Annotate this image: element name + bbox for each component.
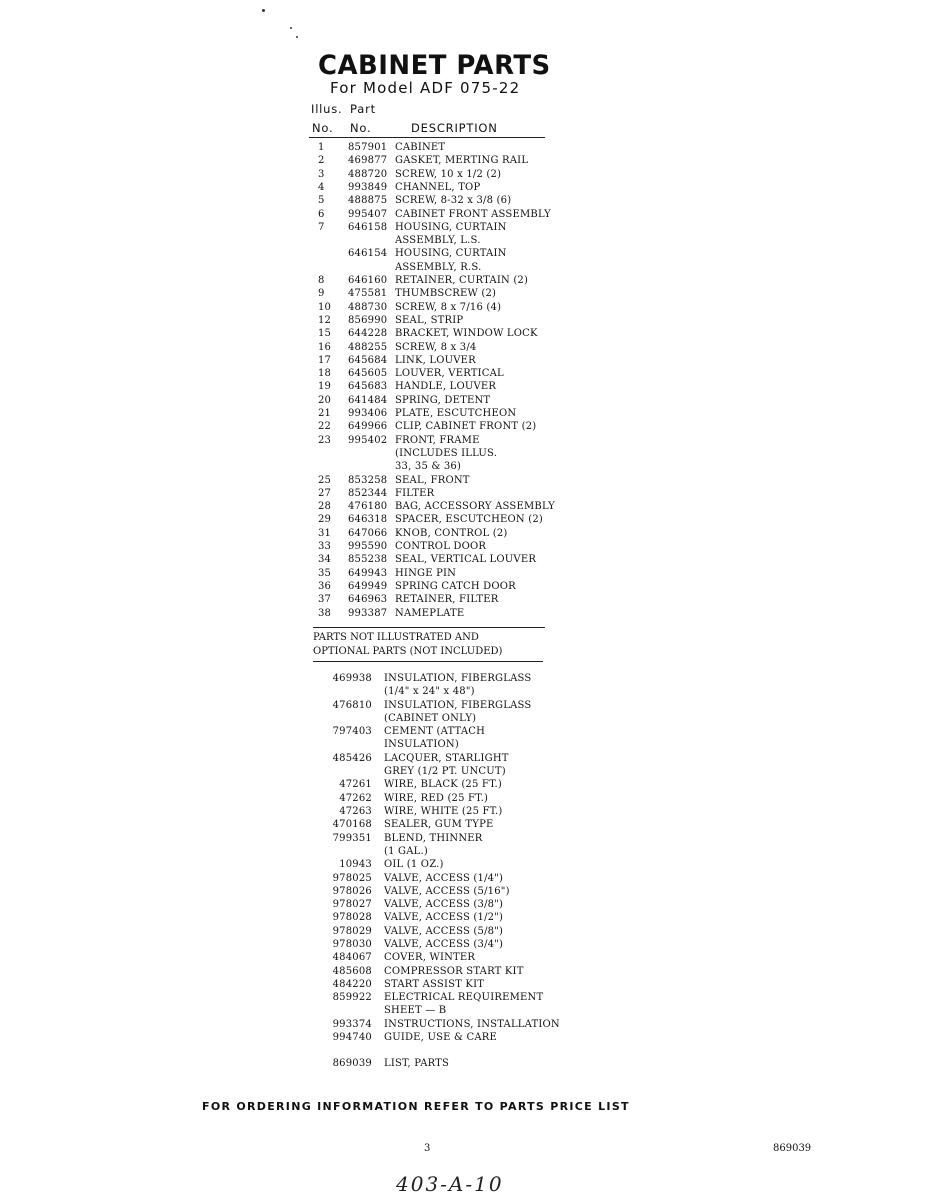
illus-number: 5 xyxy=(318,195,325,207)
part-number: 10943 xyxy=(339,859,372,871)
part-description: (CABINET ONLY) xyxy=(384,712,477,724)
part-number: 485426 xyxy=(332,752,372,764)
part-number: 869039 xyxy=(332,1058,372,1070)
part-description: VALVE, ACCESS (5/16") xyxy=(384,885,510,897)
part-description: VALVE, ACCESS (3/4") xyxy=(384,939,504,950)
part-description: WIRE, WHITE (25 FT.) xyxy=(384,806,503,817)
illus-number: 4 xyxy=(318,181,325,193)
scan-speck xyxy=(296,36,298,38)
part-number: 855238 xyxy=(348,554,388,566)
illus-number: 34 xyxy=(318,554,332,566)
part-number: 469938 xyxy=(332,673,372,684)
part-description: CHANNEL, TOP xyxy=(395,181,481,193)
part-number: 488255 xyxy=(348,341,388,353)
part-description: PLATE, ESCUTCHEON xyxy=(395,408,517,419)
part-description: SCREW, 8 x 7/16 (4) xyxy=(395,301,502,313)
part-number: 978025 xyxy=(332,872,372,884)
part-number: 475581 xyxy=(348,288,388,300)
part-number: 645684 xyxy=(348,354,388,366)
part-number: 649943 xyxy=(348,567,388,579)
part-number: 978029 xyxy=(332,925,372,937)
part-number: 484067 xyxy=(332,952,372,964)
section-rule-top xyxy=(313,627,545,628)
part-description: CABINET xyxy=(395,142,446,153)
part-description: VALVE, ACCESS (1/2") xyxy=(384,912,504,924)
part-number: 856990 xyxy=(348,314,388,326)
part-number: 469877 xyxy=(348,155,388,167)
part-number: 646318 xyxy=(348,514,388,526)
part-description: HINGE PIN xyxy=(395,567,457,579)
handwritten-note: 403-A-10 xyxy=(396,1172,504,1196)
illus-number: 36 xyxy=(318,580,332,592)
part-number: 649966 xyxy=(348,421,388,433)
part-description: (1 GAL.) xyxy=(384,845,428,857)
illus-number: 29 xyxy=(318,514,332,526)
part-number: 993406 xyxy=(348,408,388,419)
illus-number: 19 xyxy=(318,381,332,393)
illus-number: 8 xyxy=(318,275,325,286)
part-description: SPRING CATCH DOOR xyxy=(395,580,516,592)
part-number: 485608 xyxy=(332,965,372,977)
part-number: 644228 xyxy=(348,328,388,340)
part-description: SPACER, ESCUTCHEON (2) xyxy=(395,514,543,526)
part-description: SPRING, DETENT xyxy=(395,394,491,406)
illus-number: 28 xyxy=(318,501,332,513)
illus-number: 18 xyxy=(318,368,332,380)
part-description: FRONT, FRAME xyxy=(395,434,480,446)
part-description: HANDLE, LOUVER xyxy=(395,381,497,393)
column-header-description: DESCRIPTION xyxy=(411,121,498,135)
part-description: INSULATION, FIBERGLASS xyxy=(384,699,532,711)
part-number: 993387 xyxy=(348,607,388,619)
part-description: BRACKET, WINDOW LOCK xyxy=(395,328,538,340)
document-number: 869039 xyxy=(773,1143,812,1154)
part-description: SEALER, GUM TYPE xyxy=(384,819,494,831)
part-description: SEAL, STRIP xyxy=(395,314,464,326)
illus-number: 20 xyxy=(318,394,332,406)
illus-number: 12 xyxy=(318,314,332,326)
part-number: 645683 xyxy=(348,381,388,393)
part-number: 647066 xyxy=(348,527,388,539)
part-description: VALVE, ACCESS (1/4") xyxy=(384,872,504,884)
part-description: (INCLUDES ILLUS. xyxy=(395,447,498,459)
part-number: 47262 xyxy=(339,792,372,804)
illus-number: 3 xyxy=(318,168,325,180)
part-description: CEMENT (ATTACH xyxy=(384,726,486,738)
part-number: 484220 xyxy=(332,978,372,990)
illus-number: 23 xyxy=(318,434,332,446)
scan-speck xyxy=(262,9,265,12)
part-description: HOUSING, CURTAIN xyxy=(395,221,507,233)
illus-number: 9 xyxy=(318,288,325,300)
part-number: 476810 xyxy=(332,699,372,711)
section-note-line-1: PARTS NOT ILLUSTRATED AND xyxy=(313,632,479,643)
part-description: START ASSIST KIT xyxy=(384,978,485,990)
illus-number: 31 xyxy=(318,527,332,539)
part-number: 646154 xyxy=(348,248,388,260)
part-number: 995402 xyxy=(348,434,388,446)
part-number: 859922 xyxy=(332,992,372,1004)
part-number: 995590 xyxy=(348,541,388,552)
scan-speck xyxy=(290,27,292,29)
part-description: VALVE, ACCESS (5/8") xyxy=(384,925,504,937)
illus-number: 1 xyxy=(318,142,325,153)
part-description: GASKET, MERTING RAIL xyxy=(395,155,529,167)
part-number: 797403 xyxy=(332,726,372,738)
illus-number: 27 xyxy=(318,487,332,499)
part-description: COVER, WINTER xyxy=(384,952,476,964)
part-description: ASSEMBLY, L.S. xyxy=(395,235,481,247)
part-description: CABINET FRONT ASSEMBLY xyxy=(395,208,551,220)
part-description: (1/4" x 24" x 48") xyxy=(384,686,475,698)
part-description: WIRE, BLACK (25 FT.) xyxy=(384,779,502,791)
part-description: CONTROL DOOR xyxy=(395,541,487,552)
part-description: LACQUER, STARLIGHT xyxy=(384,752,509,764)
part-number: 641484 xyxy=(348,394,388,406)
part-description: WIRE, RED (25 FT.) xyxy=(384,792,489,804)
part-description: RETAINER, CURTAIN (2) xyxy=(395,275,529,286)
illus-number: 17 xyxy=(318,354,332,366)
page-subtitle: For Model ADF 075-22 xyxy=(330,79,521,97)
part-description: SCREW, 8-32 x 3/8 (6) xyxy=(395,195,512,207)
part-number: 488720 xyxy=(348,168,388,180)
part-number: 649949 xyxy=(348,580,388,592)
part-number: 995407 xyxy=(348,208,388,220)
part-description: LOUVER, VERTICAL xyxy=(395,368,504,380)
illus-number: 10 xyxy=(318,301,332,313)
illus-number: 22 xyxy=(318,421,332,433)
section-rule-bottom xyxy=(313,661,543,662)
part-description: ELECTRICAL REQUIREMENT xyxy=(384,992,544,1004)
part-description: ASSEMBLY, R.S. xyxy=(395,261,482,273)
part-description: SCREW, 10 x 1/2 (2) xyxy=(395,168,502,180)
part-number: 994740 xyxy=(332,1032,372,1044)
part-description: CLIP, CABINET FRONT (2) xyxy=(395,421,537,433)
part-number: 646160 xyxy=(348,275,388,286)
part-number: 646963 xyxy=(348,594,388,606)
part-number: 978028 xyxy=(332,912,372,924)
part-description: BLEND, THINNER xyxy=(384,832,483,844)
part-number: 799351 xyxy=(332,832,372,844)
part-description: VALVE, ACCESS (3/8") xyxy=(384,899,504,911)
part-description: LINK, LOUVER xyxy=(395,354,476,366)
part-description: OIL (1 OZ.) xyxy=(384,859,444,871)
part-description: INSTRUCTIONS, INSTALLATION xyxy=(384,1018,560,1030)
illus-number: 2 xyxy=(318,155,325,167)
part-description: KNOB, CONTROL (2) xyxy=(395,527,508,539)
part-number: 993374 xyxy=(332,1018,372,1030)
part-number: 645605 xyxy=(348,368,388,380)
part-description: COMPRESSOR START KIT xyxy=(384,965,524,977)
part-number: 476180 xyxy=(348,501,388,513)
part-description: INSULATION) xyxy=(384,739,459,751)
header-rule xyxy=(309,137,545,138)
page-number: 3 xyxy=(424,1143,431,1154)
illus-number: 6 xyxy=(318,208,325,220)
part-description: SHEET — B xyxy=(384,1005,447,1017)
illus-number: 21 xyxy=(318,408,332,419)
illus-number: 37 xyxy=(318,594,332,606)
part-description: SEAL, VERTICAL LOUVER xyxy=(395,554,537,566)
part-number: 852344 xyxy=(348,487,388,499)
illus-number: 35 xyxy=(318,567,332,579)
part-number: 488875 xyxy=(348,195,388,207)
part-description: GUIDE, USE & CARE xyxy=(384,1032,497,1044)
part-description: RETAINER, FILTER xyxy=(395,594,499,606)
column-header-part: Part xyxy=(350,102,376,116)
part-number: 978026 xyxy=(332,885,372,897)
part-number: 853258 xyxy=(348,474,388,486)
section-note-line-2: OPTIONAL PARTS (NOT INCLUDED) xyxy=(313,646,503,657)
part-number: 47263 xyxy=(339,806,372,817)
part-description: INSULATION, FIBERGLASS xyxy=(384,673,532,684)
part-description: SEAL, FRONT xyxy=(395,474,470,486)
part-number: 978030 xyxy=(332,939,372,950)
ordering-info-note: FOR ORDERING INFORMATION REFER TO PARTS PRICE LIST xyxy=(202,1100,630,1113)
part-description: 33, 35 & 36) xyxy=(395,461,462,473)
part-number: 978027 xyxy=(332,899,372,911)
part-number: 993849 xyxy=(348,181,388,193)
part-number: 646158 xyxy=(348,221,388,233)
part-description: HOUSING, CURTAIN xyxy=(395,248,507,260)
part-description: LIST, PARTS xyxy=(384,1058,450,1070)
part-description: NAMEPLATE xyxy=(395,607,465,619)
part-description: THUMBSCREW (2) xyxy=(395,288,497,300)
page-title: CABINET PARTS xyxy=(318,50,551,81)
illus-number: 25 xyxy=(318,474,332,486)
illus-number: 7 xyxy=(318,221,325,233)
part-number: 857901 xyxy=(348,142,388,153)
illus-number: 38 xyxy=(318,607,332,619)
part-description: GREY (1/2 PT. UNCUT) xyxy=(384,766,506,778)
column-header-illus: Illus. xyxy=(311,102,343,116)
part-description: BAG, ACCESSORY ASSEMBLY xyxy=(395,501,555,513)
part-number: 470168 xyxy=(332,819,372,831)
column-header-illus-no: No. xyxy=(312,121,334,135)
part-number: 47261 xyxy=(339,779,372,791)
illus-number: 16 xyxy=(318,341,332,353)
illus-number: 33 xyxy=(318,541,332,552)
part-description: SCREW, 8 x 3/4 xyxy=(395,341,477,353)
part-number: 488730 xyxy=(348,301,388,313)
part-description: FILTER xyxy=(395,487,435,499)
illus-number: 15 xyxy=(318,328,332,340)
column-header-part-no: No. xyxy=(350,121,372,135)
